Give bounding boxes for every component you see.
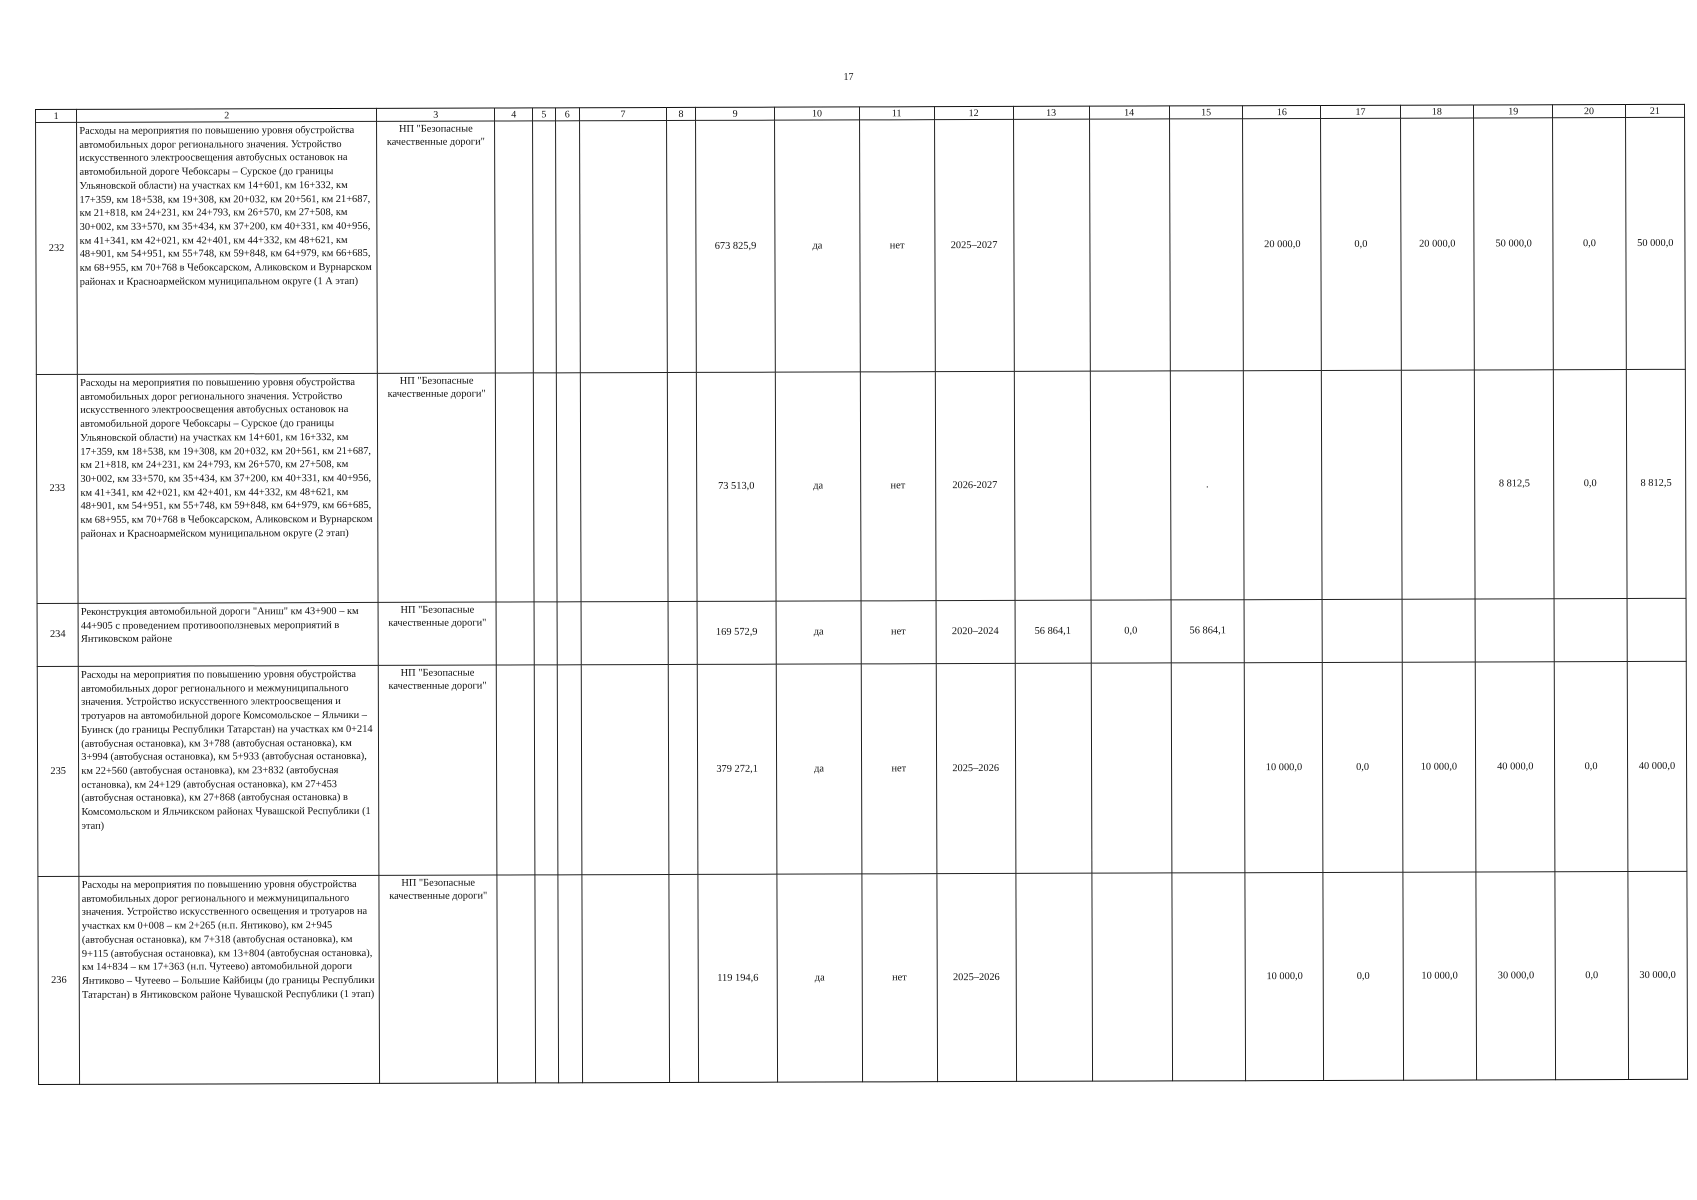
- empty-cell: [667, 120, 697, 372]
- col-header: 14: [1089, 106, 1169, 119]
- value-col17: 0,0: [1323, 662, 1403, 872]
- value-col18: 20 000,0: [1400, 118, 1474, 370]
- col-header: 1: [36, 109, 77, 122]
- project-name: НП "Безопасные качественные дороги": [377, 373, 496, 602]
- table-row: [37, 598, 1686, 666]
- value-col15: 56 864,1: [1171, 600, 1245, 663]
- row-number: 235: [37, 666, 79, 876]
- col-header: 2: [77, 108, 377, 122]
- empty-cell: [557, 665, 582, 875]
- col-header: 3: [377, 108, 495, 121]
- value-col13: [1014, 371, 1091, 600]
- period: 2026-2027: [935, 371, 1015, 600]
- value-col16: [1244, 370, 1323, 599]
- value-col21: 8 812,5: [1626, 369, 1686, 598]
- value-col20: [1554, 599, 1627, 662]
- flag-col11: нет: [859, 120, 934, 372]
- measure-description: Расходы на мероприятия по повышению уровня обустройства автомобильных дорог регионального и межмуниципального значения. Устройство искусственного освещения и тротуаров на участках км 0+008 – км 2+265 (н.п. Янтиково), км 2+945 (автобусная остановка), км 7+318 (автобусная остановка), км 9+115 (автобусная остановка), км 13+804 (автобусная остановка), км 14+834 – км 17+363 (н.п. Чутеево) автомобильной дороги Янтиково – Чутеево – Большие Кайбицы (до границы Республики Татарстан) в Янтиковском районе Чувашской Республики (1 этап): [79, 875, 380, 1084]
- value-col17: [1322, 370, 1402, 599]
- empty-cell: [582, 875, 670, 1083]
- empty-cell: [533, 121, 556, 373]
- empty-cell: [580, 373, 668, 602]
- col-header: 5: [533, 108, 555, 121]
- estimated-cost: 119 194,6: [698, 874, 778, 1082]
- row-number: 232: [36, 122, 78, 374]
- project-name: НП "Безопасные качественные дороги": [378, 602, 496, 665]
- empty-cell: [555, 121, 580, 373]
- value-col21: 40 000,0: [1627, 661, 1687, 871]
- row-number: 234: [37, 603, 78, 666]
- empty-cell: [534, 373, 557, 602]
- empty-cell: [667, 372, 697, 601]
- value-col14: [1091, 873, 1172, 1081]
- value-col20: 0,0: [1553, 118, 1626, 370]
- value-col18: [1401, 370, 1475, 599]
- value-col18: 10 000,0: [1402, 872, 1476, 1080]
- col-header: 17: [1321, 105, 1400, 118]
- value-col21: [1627, 598, 1686, 661]
- period: 2025–2027: [934, 119, 1014, 371]
- flag-col10: да: [776, 601, 861, 664]
- measure-description: Расходы на мероприятия по повышению уровня обустройства автомобильных дорог регионального и межмуниципального значения. Устройство искусственного электроосвещения и тротуаров на автомобильной дороге Комсомольское – Яльчики – Буинск (до границы Республики Татарстан) на участках км 0+214 (автобусная остановка), км 3+788 (автобусная остановка), км 3+994 (автобусная остановка), км 5+933 (автобусная остановка), км 22+560 (автобусная остановка), км 23+832 (автобусная остановка), км 24+129 (автобусная остановка), км 27+453 (автобусная остановка), км 27+868 (автобусная остановка) в Комсомольском и Яльчикском районах Чувашской Республики (1 этап): [79, 665, 380, 876]
- value-col15: [1169, 119, 1243, 371]
- col-header: 18: [1400, 105, 1474, 118]
- flag-col10: да: [777, 874, 862, 1082]
- empty-cell: [581, 602, 668, 665]
- empty-cell: [556, 373, 581, 602]
- flag-col10: да: [775, 372, 860, 601]
- value-col14: [1089, 119, 1170, 371]
- measure-description: Реконструкция автомобильной дороги "Аниш" км 43+900 – км 44+905 с проведением противооползневых мероприятий в Янтиковском районе: [78, 602, 378, 666]
- col-header: 16: [1243, 105, 1321, 118]
- empty-cell: [668, 664, 698, 874]
- empty-cell: [497, 875, 536, 1083]
- value-col14: [1091, 663, 1172, 873]
- col-header: 15: [1169, 106, 1243, 119]
- value-col16: 20 000,0: [1243, 118, 1322, 370]
- value-col21: 30 000,0: [1628, 871, 1688, 1079]
- value-col21: 50 000,0: [1625, 117, 1685, 369]
- period: 2025–2026: [936, 663, 1016, 873]
- empty-cell: [496, 602, 534, 665]
- flag-col11: нет: [860, 372, 935, 601]
- empty-cell: [581, 665, 669, 875]
- col-header: 12: [934, 106, 1013, 119]
- col-header: 11: [859, 107, 934, 120]
- table-row: [38, 871, 1688, 1084]
- value-col17: 0,0: [1321, 118, 1401, 370]
- flag-col11: нет: [861, 664, 936, 874]
- empty-cell: [580, 121, 668, 373]
- empty-cell: [534, 665, 557, 875]
- value-col17: 0,0: [1323, 872, 1403, 1080]
- empty-cell: [497, 665, 536, 875]
- col-header: 4: [495, 108, 533, 121]
- flag-col11: нет: [861, 601, 936, 664]
- flag-col10: да: [776, 664, 861, 874]
- empty-cell: [495, 121, 534, 373]
- col-header: 13: [1013, 106, 1089, 119]
- value-col18: 10 000,0: [1402, 662, 1476, 872]
- empty-cell: [669, 874, 699, 1082]
- value-col19: 8 812,5: [1474, 370, 1554, 599]
- value-col19: 50 000,0: [1474, 118, 1554, 370]
- value-col14: [1090, 371, 1171, 600]
- value-col19: 30 000,0: [1476, 872, 1556, 1080]
- empty-cell: [557, 875, 582, 1083]
- value-col15: [1172, 873, 1246, 1081]
- col-header: 6: [555, 108, 580, 121]
- project-name: НП "Безопасные качественные дороги": [377, 121, 496, 373]
- value-col14: 0,0: [1091, 600, 1171, 663]
- value-col19: [1475, 599, 1554, 662]
- flag-col10: да: [775, 120, 861, 372]
- empty-cell: [535, 875, 558, 1083]
- flag-col11: нет: [862, 874, 937, 1082]
- col-header: 10: [775, 107, 860, 120]
- estimated-cost: 379 272,1: [697, 664, 777, 874]
- value-col20: 0,0: [1555, 662, 1628, 872]
- value-col16: [1244, 599, 1322, 662]
- col-header: 20: [1553, 105, 1626, 118]
- measure-description: Расходы на мероприятия по повышению уровня обустройства автомобильных дорог регионального значения. Устройство искусственного электроосвещения автобусных остановок на автомобильной дороге Чебоксары – Сурское (до границы Ульяновской области) на участках км 14+601, км 16+332, км 17+359, км 18+538, км 19+308, км 20+032, км 20+561, км 21+687, км 21+818, км 24+231, км 24+793, км 26+570, км 27+508, км 30+002, км 33+570, км 35+434, км 37+200, км 40+331, км 40+956, км 41+341, км 42+021, км 42+401, км 44+332, км 48+621, км 48+901, км 54+951, км 55+748, км 59+848, км 64+979, км 66+685, км 68+955, км 70+768 в Чебоксарском, Аликовском и Вурнарском районах и Красноармейском муниципальном округе (2 этап): [78, 373, 379, 603]
- page-number: 17: [843, 72, 854, 83]
- value-col20: 0,0: [1554, 370, 1627, 599]
- row-number: 233: [36, 374, 78, 603]
- empty-cell: [534, 602, 556, 665]
- period: 2025–2026: [936, 873, 1016, 1081]
- col-header: 21: [1625, 104, 1684, 117]
- row-number: 236: [38, 876, 80, 1084]
- table-row: [36, 369, 1686, 603]
- empty-cell: [496, 373, 535, 602]
- register-table: [35, 104, 1688, 1085]
- value-col13: 56 864,1: [1015, 600, 1091, 663]
- value-col19: 40 000,0: [1475, 662, 1555, 872]
- project-name: НП "Безопасные качественные дороги": [378, 665, 497, 875]
- period: 2020–2024: [936, 600, 1015, 663]
- table-row: [36, 117, 1686, 374]
- value-col16: 10 000,0: [1245, 872, 1324, 1080]
- estimated-cost: 73 513,0: [696, 372, 776, 601]
- measure-description: Расходы на мероприятия по повышению уровня обустройства автомобильных дорог регионального значения. Устройство искусственного электроосвещения автобусных остановок на автомобильной дороге Чебоксары – Сурское (до границы Ульяновской области) на участках км 14+601, км 16+332, км 17+359, км 18+538, км 19+308, км 20+032, км 20+561, км 21+687, км 21+818, км 24+231, км 24+793, км 26+570, км 27+508, км 30+002, км 33+570, км 35+434, км 37+200, км 40+331, км 40+956, км 41+341, км 42+021, км 42+401, км 44+332, км 48+621, км 48+901, км 54+951, км 55+748, км 59+848, км 64+979, км 66+685, км 68+955, км 70+768 в Чебоксарском, Аликовском и Вурнарском районах и Красноармейском муниципальном округе (1 А этап): [77, 121, 378, 374]
- value-col15: [1171, 663, 1245, 873]
- value-col16: 10 000,0: [1245, 662, 1324, 872]
- value-col15: .: [1170, 371, 1244, 600]
- value-col13: [1013, 119, 1090, 371]
- col-header: 19: [1474, 105, 1553, 118]
- value-col20: 0,0: [1555, 872, 1628, 1080]
- value-col13: [1016, 873, 1092, 1081]
- value-col18: [1402, 599, 1476, 662]
- col-header: 7: [580, 108, 667, 121]
- estimated-cost: 673 825,9: [696, 120, 776, 372]
- value-col17: [1322, 599, 1401, 662]
- empty-cell: [668, 601, 697, 664]
- col-header: 9: [695, 107, 774, 120]
- empty-cell: [557, 602, 582, 665]
- table-row: [37, 661, 1687, 876]
- value-col13: [1015, 663, 1091, 873]
- col-header: 8: [666, 107, 695, 120]
- project-name: НП "Безопасные качественные дороги": [379, 875, 498, 1083]
- estimated-cost: 169 572,9: [697, 601, 776, 664]
